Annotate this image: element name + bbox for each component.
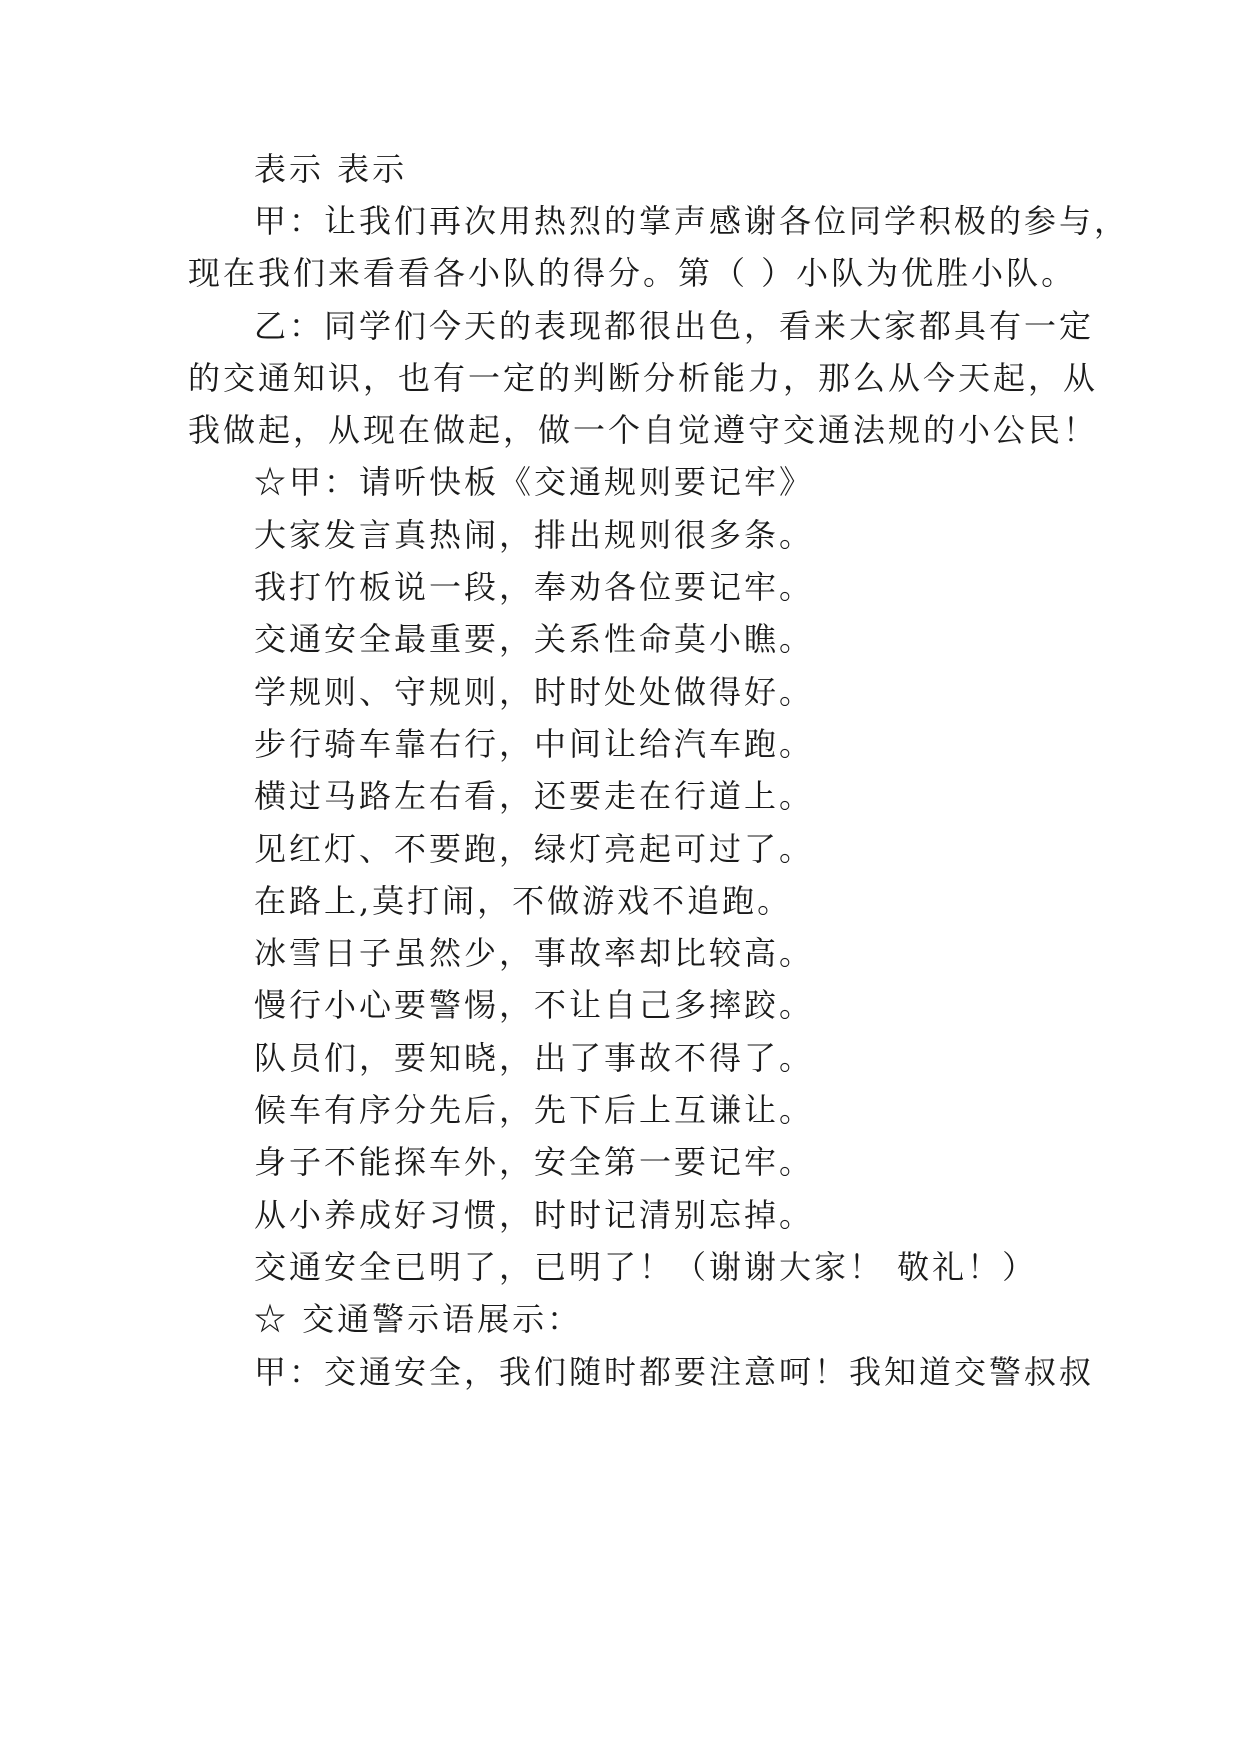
text-line: 甲：交通安全，我们随时都要注意呵！我知道交警叔叔 <box>254 1353 1095 1391</box>
text-line: 步行骑车靠右行，中间让给汽车跑。 <box>254 725 815 763</box>
text-line: ☆甲：请听快板《交通规则要记牢》 <box>254 463 815 501</box>
text-line: 见红灯、不要跑，绿灯亮起可过了。 <box>254 830 815 868</box>
text-line: 乙：同学们今天的表现都很出色，看来大家都具有一定 <box>254 307 1095 345</box>
text-line: 我做起，从现在做起，做一个自觉遵守交通法规的小公民！ <box>188 411 1099 449</box>
text-line: 在路上,莫打闹，不做游戏不追跑。 <box>254 882 793 920</box>
text-line: 学规则、守规则，时时处处做得好。 <box>254 673 815 711</box>
text-line: 身子不能探车外，安全第一要记牢。 <box>254 1143 815 1181</box>
text-line: 候车有序分先后，先下后上互谦让。 <box>254 1091 815 1129</box>
text-line: 现在我们来看看各小队的得分。第（ ）小队为优胜小队。 <box>188 254 1077 292</box>
text-line: 表示 表示 <box>254 150 408 188</box>
text-line: 交通安全最重要，关系性命莫小瞧。 <box>254 620 815 658</box>
text-line: 横过马路左右看，还要走在行道上。 <box>254 777 815 815</box>
text-line: 的交通知识，也有一定的判断分析能力，那么从今天起，从 <box>188 359 1099 397</box>
text-line: ☆ 交通警示语展示： <box>254 1300 583 1338</box>
text-line: 我打竹板说一段，奉劝各位要记牢。 <box>254 568 815 606</box>
text-line: 甲：让我们再次用热烈的掌声感谢各位同学积极的参与， <box>254 202 1130 240</box>
text-line: 大家发言真热闹，排出规则很多条。 <box>254 516 815 554</box>
text-line: 从小养成好习惯，时时记清别忘掉。 <box>254 1196 815 1234</box>
text-line: 队员们，要知晓，出了事故不得了。 <box>254 1039 815 1077</box>
text-line: 交通安全已明了，已明了！（谢谢大家！ 敬礼！） <box>254 1248 1038 1286</box>
text-line: 冰雪日子虽然少，事故率却比较高。 <box>254 934 815 972</box>
text-line: 慢行小心要警惕，不让自己多摔跤。 <box>254 986 815 1024</box>
